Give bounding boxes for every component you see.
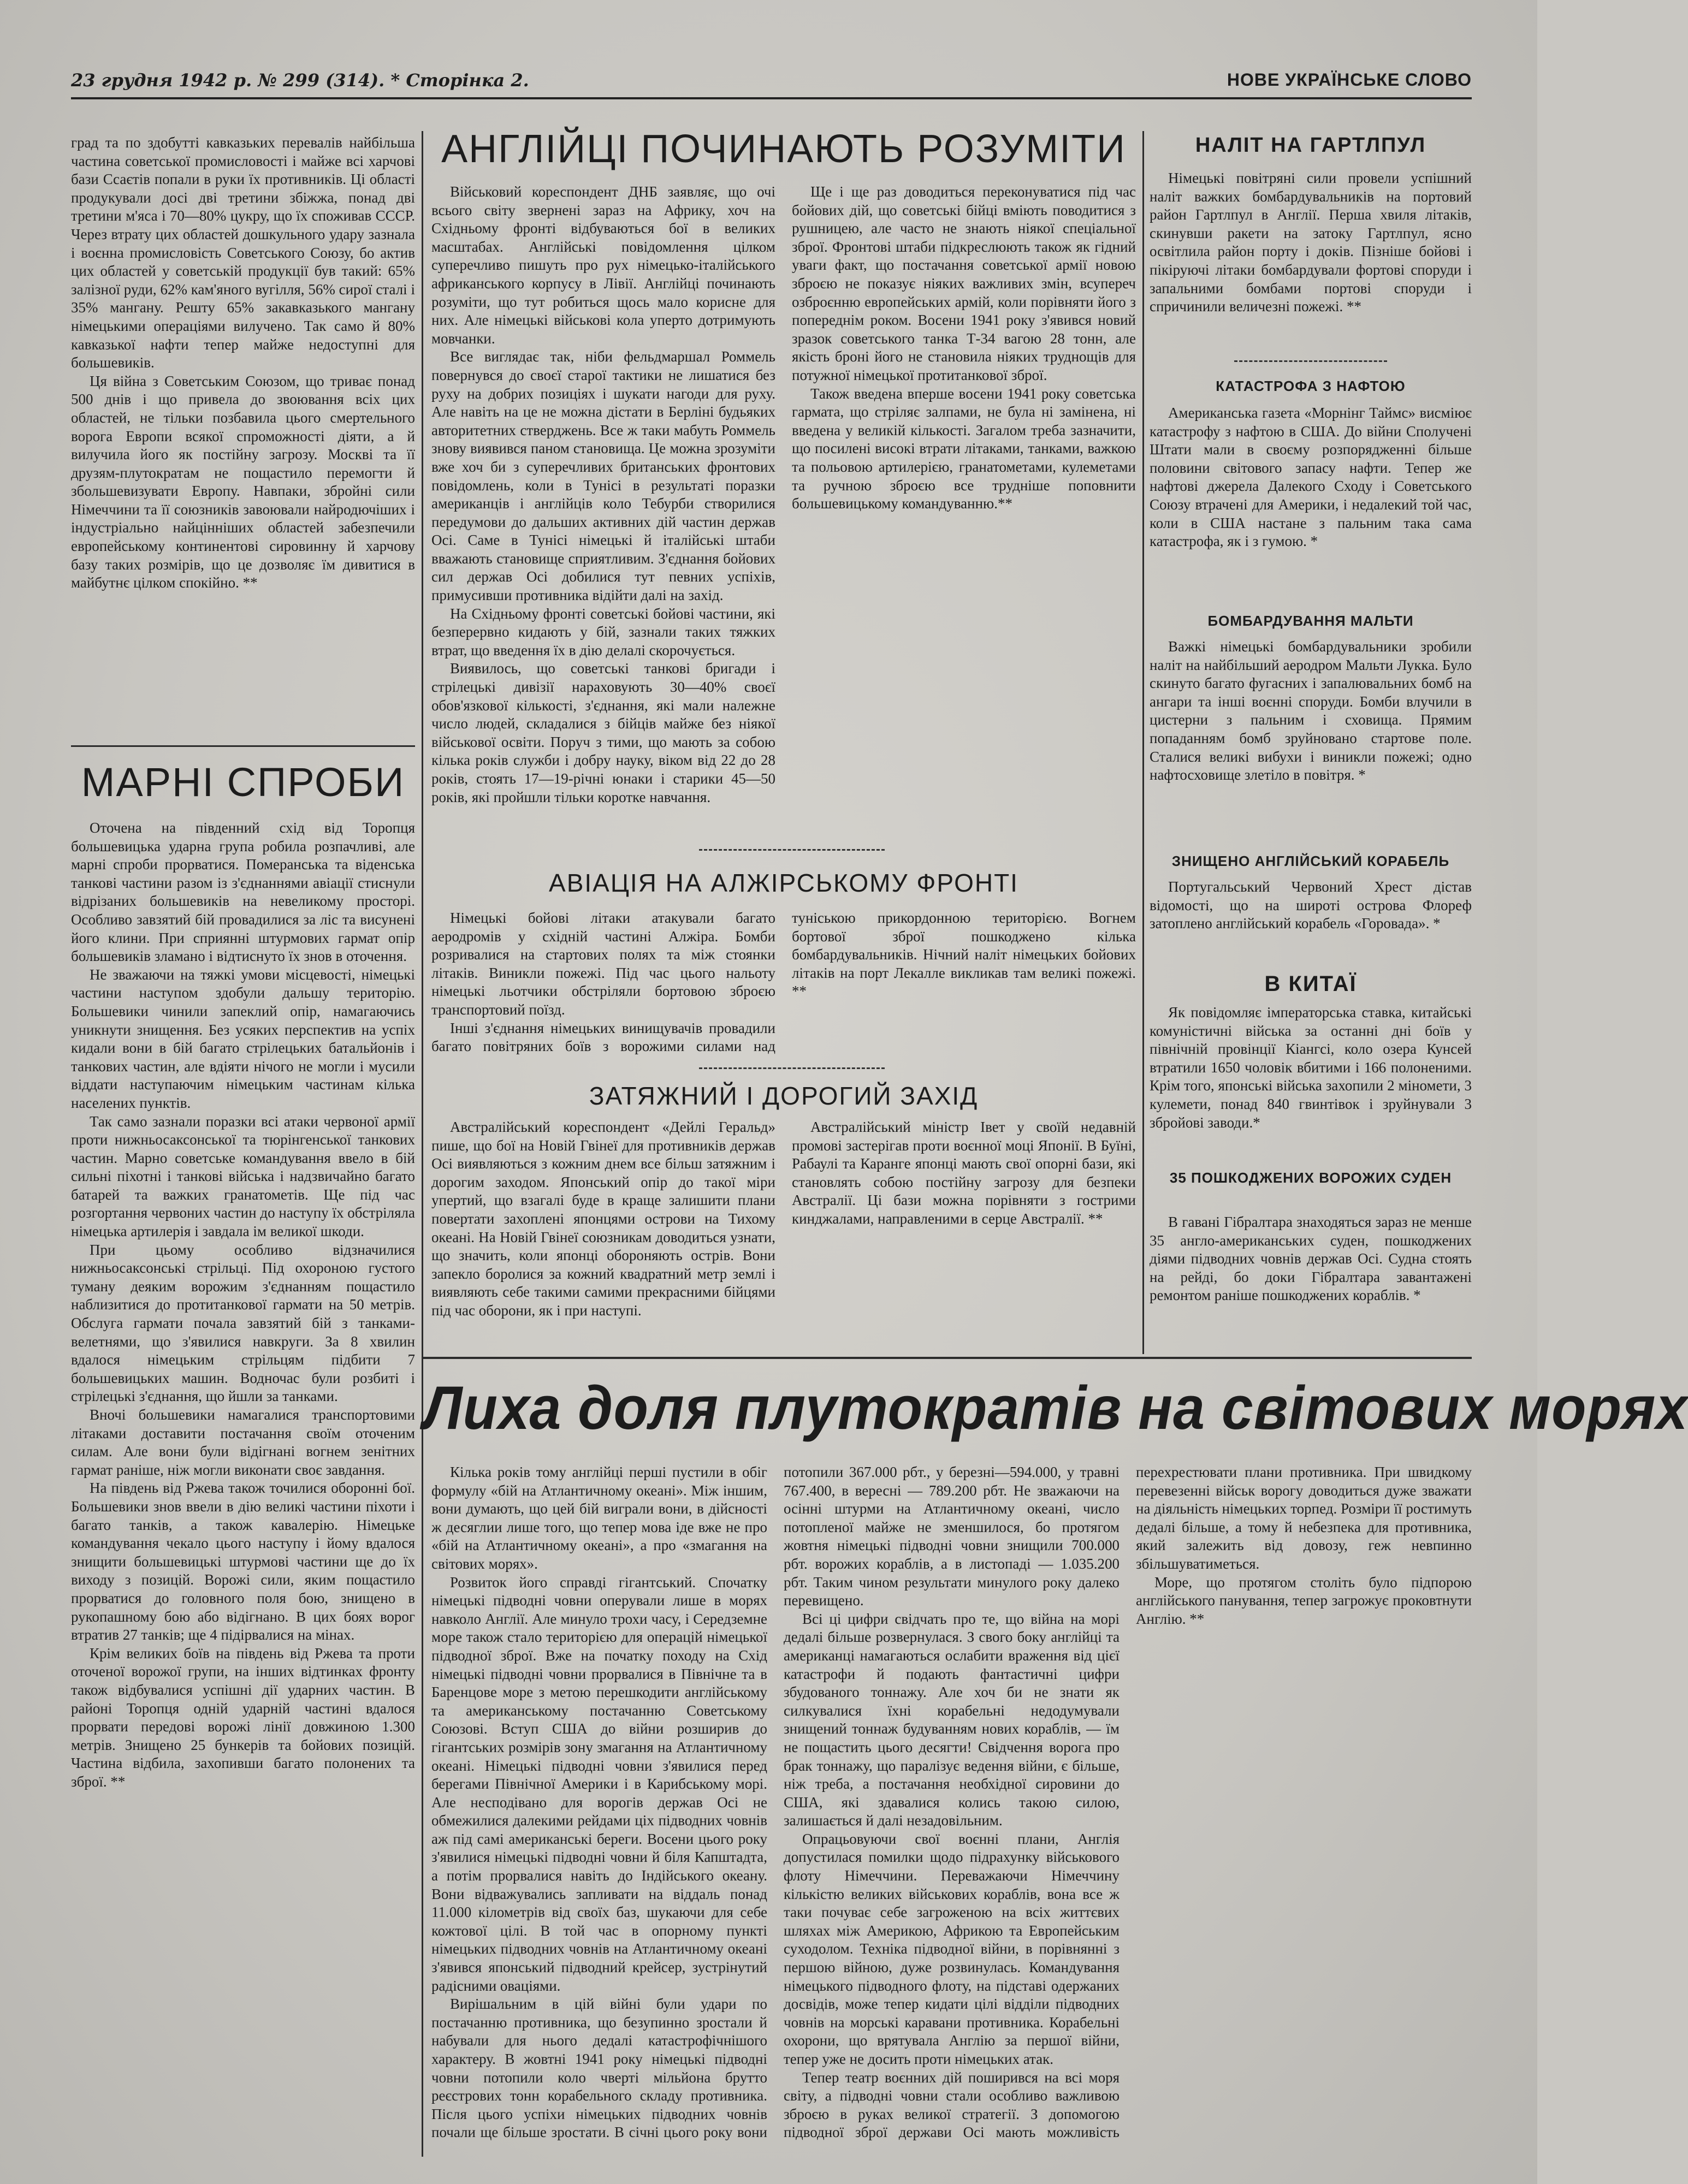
- article-title-korabel: ЗНИЩЕНО АНГЛІЙСЬКИЙ КОРАБЕЛЬ: [1171, 853, 1450, 869]
- divider: [71, 745, 415, 747]
- article-bombarduvannia: [1150, 638, 1472, 845]
- paragraph: Тепер театр воєнних дій поширився на всі моря світу, а підводні човни стали особливо важливою зброєю в руках великої стратегії. З допомогою підводної зброї держави Осі мають можливість перехрестювати плани противника. При швидкому перевезенні військ ворогу доводиться дуже зважати на діяльність німецьких торпед. Розміри її ростимуть дедалі більше, а тому й небезпека для противника, який залежить від довозу, геж невпинно збільшуватиметься.: [784, 1464, 1472, 2141]
- divider: [423, 1357, 1472, 1359]
- divider: [1234, 360, 1387, 362]
- paragraph: Важкі німецькі бомбардувальники зробили наліт на найбільший аеродром Мальти Лукка. Було скинуто багато фугасних і запалювальних бомб на ангари та інші воєнні споруди. Бомби влучили в цистерни з пальним і сховища. Прямим попаданням бомб зруйновано стартове поле. Сталися великі вибухи і виникли пожежі; одно нафтосховище злетіло в повітря. *: [1150, 638, 1472, 784]
- paragraph: Все виглядає так, ніби фельдмаршал Роммель повернувся до своєї старої тактики не лишатися без руху на добрих позиціях і шукати нагоди для руху. Але навіть на це не можна дістати в Берліні будьяких авторитетних стверджень. Все ж таки мабуть Роммель знову виявився паном становища. Це можна зрозуміти вже хоч би з суперечливих британських фронтових повідомлень, коли в Тунісі в результаті поразки американців і англійців коло Тебурби створилися передумови до дальших активних дій частин держав Осі. Саме в Тунісі німецькі й італійські штаби вважають становище сприятливим. З'єднання бойових сил держав Осі добилися тут певних успіхів, примусивши противника відійти далі на захід.: [431, 348, 775, 604]
- paragraph: Австралійський кореспондент «Дейлі Геральд» пише, що бої на Новій Гвінеї для противників держав Осі виявляються з кожним днем все більш затяжним і дорогим заходом. Японський опір до такої міри упертий, що взагалі буде в краще залишити плани повертати захоплені японцями острови на Тихому океані. На Новій Гвінеї союзникам доводиться узнати, що значить, коли японці обороняють острів. Вони запекло боролися за кожний квадратний метр землі і виявляють себе такими самими прекрасними бійцями під час оборони, як і при наступі.: [431, 1119, 775, 1319]
- article-title-nalit: НАЛІТ НА ГАРТЛПУЛ: [1195, 134, 1426, 157]
- paragraph: На південь від Ржева також точилися оборонні бої. Большевики знов ввели в дію великі частини піхоти і багато танків, а також кавалерію. Німецьке командування чекало цього наступу і йому вдалося знищити большевицькі штурмові частини ще до їх виходу з позицій. Ворожі сили, яким пощастило прорватися до головного поля бою, знищено в рукопашному бою або відігнано. В цих боях ворог втратив 27 танків; ще 4 підірвалися на мінах.: [71, 1480, 415, 1643]
- paragraph: Всі ці цифри свідчать про те, що війна на морі дедалі більше розвернулася. З свого боку англійці та американці намагаються ослабити враження від цієї катастрофи й подають фантастичні цифри збудованого тоннажу. Але хоч би не знати як силкувалися їхні корабельні недодумували знищений тоннаж будуванням нових кораблів, — їм не пощастить цього десягти! Свідчення ворога про брак тоннажу, що паралізує ведення війни, є більше, ніж треба, а постачання необхідної сировини до США, які здавалися колись такою силою, залишається й далі незадовільним.: [784, 1610, 1120, 1829]
- paragraph: Оточена на південний схід від Торопця большевицька ударна група робила розпачливі, але марні спроби прорватися. Померанська та віденська танкові частини разом із з'єднаннями авіації стиснули відрізаних большевиків на невеликому просторі. Особливо завзятий бій провадилися за ліс та висунені його клини. При сприянні штурмових гармат опір большевиків зламано і відтиснуто їх знов в оточення.: [71, 820, 415, 965]
- paragraph: Виявилось, що советські танкові бригади і стрілецькі дивізії нараховують 30—40% своєї обов'язкової кількості, з'єднання, які мали належне число людей, складалися з бійців майже без ніякої військової освіти. Поруч з тими, що мають за собою кілька років служби і добру науку, віком від 22 до 28 років, стоять 17—19-річні юнаки і старики 45—50 років, які пройшли тільки коротке навчання.: [431, 660, 775, 805]
- paragraph: При цьому особливо відзначилися нижньосаксонські стрільці. Під охороною густого туману деяким ворожим з'єднанням пощастило наблизитися до протитанкової гармати на 50 метрів. Обслуга гармати почала завзятий бій з танками-велетнями, що з'явилися навкруги. За 8 хвилин вдалося німецьким стрільцям підбити 7 большевицьких машин. Водночас були розбиті і стрілецькі з'єднання, що йшли за танками.: [71, 1241, 415, 1405]
- paragraph: Ще і ще раз доводиться переконуватися під час бойових дій, що советські бійці вміють поводитися з рушницею, але часто не знають ніякої спеціальної зброї. Фронтові штаби підкреслюють також як гідний уваги факт, що постачання советської армії новою зброєю не показує ніяких важливих змін, всупереч озброєнню европейських армій, коли порівняти його з попереднім роком. Восени 1941 року з'явився новий зразок советського танка Т-34 вагою 28 тонн, але якість броні його не становила ніяких труднощів для потужної німецької протитанкової зброї.: [792, 183, 1136, 383]
- divider: [699, 1067, 885, 1069]
- paragraph: Ця війна з Советським Союзом, що триває понад 500 днів і що привела до звоювання всіх цих областей, не тільки позбавила цього смертельного ворога Европи всякої спроможності діяти, а й вилучила його як постійну загрозу. Москві та її друзям-плутократам не пощастило перемогти й збольшевизувати Европу. Навпаки, збройні сили Німеччини та її союзників завоювали найродючіших і індустріально найцінніших областей забезпечили европейському континентові сировинну й харчову базу таких розмірів, що це дозволяє їм дивитися в майбутнє цілком спокійно. **: [71, 372, 415, 591]
- article-zakhid: [431, 1118, 1136, 1348]
- lead-article-continuation: [71, 134, 415, 740]
- paragraph: Розвиток його справді гігантський. Спочатку німецькі підводні човни оперували лише в морях навколо Англії. Але минуло трохи часу, і Середземне море також стало територією для операцій німецької підводної зброї. Вже на початку походу на Схід німецькі підводні човни прорвалися в Північне та в Баренцове море з метою перешкодити англійському та американському постачанню Советському Союзові. Вступ США до війни розширив до гігантських розмірів зону змагання на Атлантичному океані. Німецькі підводні човни з'явилися перед берегами Північної Америки і в Карибському морі. Але несподівано для ворогів держав Осі не обмежилися далекими рейдами ціх підводних човнів аж під самі американські береги. Восени цього року з'явилися німецькі підводні човни й біля Капштадта, а потім прорвалися навіть до Індійського океану. Вони відважувались запливати на віддаль понад 11.000 кілометрів від своїх баз, шукаючи для себе кожтової цілі. В той час в опорному пункті німецьких підводних човнів на Атлантичному океані з'явився японський підводний крейсер, зустрінутий радісними оваціями.: [431, 1574, 767, 1994]
- article-title-kytai: В КИТАЇ: [1264, 972, 1357, 996]
- article-title-bombarduvannia: БОМБАРДУВАННЯ МАЛЬТИ: [1207, 613, 1414, 629]
- article-marni-sproby: [71, 819, 415, 2151]
- paragraph: Крім великих боїв на південь від Ржева та проти оточеної ворожої групи, на інших відтинках фронту також відбувалися успішні дії ударних частин. В районі Торопця одній ударній частині вдалося прорвати передові ворожі лінії довжиною 1.300 метрів. Знищено 25 бункерів та бойових позицій. Частина відбила, захопивши багато полонених та зброї. **: [71, 1645, 415, 1790]
- paragraph: Вирішальним в цій війні були удари по постачанню противника, що безупинно зростали й набували для нього дедалі катастрофічнішого характеру. В жовтні 1941 року німецькі підводні човни потопили коло чверті мільйона брутто реєстрових тонн корабельного складу противника. Після цього успіхи німецьких підводних човнів почали ще більше зростати. В січні цього року вони потопили 367.000 рбт., у березні—594.000, у травні 767.400, в вересні — 789.200 рбт. Не зважаючи на осінні штурми на Атлантичному океані, число потопленої майже не зменшилося, бо протягом жовтня німецькі підводні човни знищили 700.000 рбт. ворожих кораблів, а в листопаді — 1.035.200 рбт. Таким чином результати минулого року далеко перевищено.: [431, 1464, 1120, 2141]
- article-aviatsiia: [431, 909, 1136, 1057]
- article-title-katastrofa: КАТАСТРОФА З НАФТОЮ: [1216, 378, 1406, 394]
- article-katastrofa: [1150, 404, 1472, 595]
- paragraph: Військовий кореспондент ДНБ заявляє, що очі всього світу звернені зараз на Африку, хоч на Східньому фронті відбуваються бої в великих масштабах. Англійські повідомлення цілком суперечливо пишуть про рух німецько-італійського африканського корпусу в Лівії. Англійці починають розуміти, що тут робиться щось мало корисне для них. Але німецькі військові кола уперто дотримують мовчанки.: [431, 183, 775, 347]
- article-title-lykha-dolia: Лиха доля плутократів на світових морях: [423, 1374, 1688, 1443]
- paragraph: Опрацьовуючи свої воєнні плани, Англія допустилася помилки щодо підрахунку військового флоту Німеччини. Переважаючи Німеччину кількістю великих військових кораблів, вона все ж таки почуває себе загроженою на всіх життєвих шляхах між Америкою, Африкою та Европейським суходолом. Техніка підводної війни, в порівнянні з першою війною, дуже розвинулась. Командування німецького підводного флоту, на підставі одержаних досвідів, може тепер кидати цілі відділи підводних човнів на морські каравани противника. Корабельні охорони, що врятувала Англію за першої війни, тепер уже не досить проти німецьких атак.: [784, 1830, 1120, 2067]
- column-rule: [422, 131, 423, 2157]
- article-korabel: [1150, 878, 1472, 960]
- paragraph: Австралійський міністр Івет у своїй недавній промові застерігав проти воєнної моці Японії. В Буїні, Рабаулі та Каранге японці мають свої опорні бази, які становлять собою постійну загрозу для безпеки Австралії. Ці бази можна порівняти з гострими кинджалами, направленими в серце Австралії. **: [792, 1119, 1136, 1227]
- column-rule: [1142, 131, 1144, 1354]
- paragraph: Кілька років тому англійці перші пустили в обіг формулу «бій на Атлантичному океані». Між іншим, вони думають, що цей бій виграли вони, в дійсності ж десяглии лише того, що тепер мова іде вже не про «бій на Атлантичному океані», а про «змагання на світових морях».: [431, 1464, 767, 1572]
- article-sudny: [1150, 1213, 1472, 1344]
- article-title-zakhid: ЗАТЯЖНИЙ І ДОРОГИЙ ЗАХІД: [589, 1082, 979, 1110]
- paragraph: Німецькі бойові літаки атакували багато аеродромів у східній частині Алжіра. Бомби розривалися на стартових полях та між стоянки літаків. Виникли пожежі. Під час цього нальоту німецькі льотчики обстріляли бортовою зброєю транспортовий поїзд.: [431, 910, 775, 1018]
- paragraph: Не зважаючи на тяжкі умови місцевості, німецькі частини наступом здобули дальшу територію. Большевики чинили запеклий опір, намагаючись уникнути знищення. Без усяких перспектив на успіх кидали вони в бій багато стрілецьких батальйонів і танкових частин, але вдіяти нічого не могли і мусили віддати наступаючим німецьким частинам кілька населених пунктів.: [71, 966, 415, 1111]
- article-title-marni-sproby: МАРНІ СПРОБИ: [81, 759, 405, 805]
- divider: [699, 849, 885, 851]
- article-title-sudny: 35 ПОШКОДЖЕНИХ ВОРОЖИХ СУДЕН: [1169, 1170, 1452, 1186]
- article-nalit: [1150, 169, 1472, 352]
- article-title-aviatsiia: АВІАЦІЯ НА АЛЖІРСЬКОМУ ФРОНТІ: [549, 869, 1018, 897]
- article-lykha-dolia: [431, 1463, 1472, 2157]
- issue-date-line: 23 грудня 1942 р. № 299 (314). * Сторінка 2.: [71, 70, 529, 91]
- paragraph: Американська газета «Морнінг Таймс» висміює катастрофу з нафтою в США. До війни Сполучені Штати мали в своєму розпорядженні більше половини світового запасу нафти. Тепер же нафтові джерела Далекого Сходу і Советського Союзу втрачені для Америки, і недалекий той час, коли в США настане з пальним така сама катастрофа, як і з гумою. *: [1150, 405, 1472, 550]
- paragraph: Португальський Червоний Хрест дістав відомості, що на широті острова Флореф затоплено англійський корабель «Горовада». *: [1150, 879, 1472, 932]
- article-angliytsi: [431, 183, 1136, 833]
- article-kytai: [1150, 1004, 1472, 1146]
- paragraph: Німецькі повітряні сили провели успішний наліт важких бомбардувальників на портовий район Гартлпул в Англії. Перша хвиля літаків, скинувши ракети на затоку Гартлпул, ясно освітлила район порту і доків. Пізніше бойові і пікіруючі літаки бомбардували фортові споруди і запальними бомбами портові споруди і спричинили величезні пожежі. **: [1150, 170, 1472, 315]
- article-title-angliytsi: АНГЛІЙЦІ ПОЧИНАЮТЬ РОЗУМІТИ: [441, 127, 1126, 171]
- paragraph: В гавані Гібралтара знаходяться зараз не менше 35 англо-американських суден, пошкоджених діями підводних човнів держав Осі. Судна стоять на рейді, бо доки Гібралтара завантажені ремонтом раніше пошкоджених кораблів. *: [1150, 1214, 1472, 1304]
- paragraph: град та по здобутті кавказьких перевалів найбільша частина советської промисловості і майже всі харчові бази Ссаєтів попали в руки їх противників. Ці області продукували досі дві третини збіжжа, понад дві третини м'яса і 70—80% цукру, що їх споживав СССР. Через втрату цих областей дошкульного удару зазнала і воєнна промисловість Советського Союзу, бо актив цих областей у советській продукції був такий: 65% залізної руди, 62% кам'яного вугілля, 56% сирої сталі і 35% мангану. Решту 65% закавказького мангану німецькими операціями вилучено. Так само й 80% кавказької нафти тепер майже недоступні для большевиків.: [71, 134, 415, 371]
- paragraph: Інші з'єднання німецьких винищувачів провадили багато повітряних боїв з ворожими силами над туніською прикордонною територією. Вогнем бортової зброї пошкоджено кілька бомбардувальників. Нічний наліт німецьких бойових літаків на порт Лекалле викликав там великі пожежі. **: [431, 910, 1136, 1055]
- newspaper-name: НОВЕ УКРАЇНСЬКЕ СЛОВО: [1227, 70, 1472, 90]
- paragraph: Вночі большевики намагалися транспортовими літаками доставити постачання своїм оточеним силам. Але вони були відігнані вогнем зенітних гармат раніше, ніж могли виконати своє завдання.: [71, 1406, 415, 1478]
- paragraph: Море, що протягом століть було підпорою англійського панування, тепер загрожує проковтнути Англію. **: [1136, 1574, 1472, 1627]
- masthead: [71, 70, 1472, 99]
- paragraph: Як повідомляє імператорська ставка, китайські комуністичні війська за останні дні боїв у північній провінції Кіангсі, коло озера Кунсей втратили 1650 чоловік вбитими і 166 полоненими. Крім того, японські війська захопили 2 міномети, 3 кулемети, понад 840 гвинтівок і зруйнували 3 збройові заводи.*: [1150, 1004, 1472, 1131]
- paragraph: Також введена вперше восени 1941 року советська гармата, що стріляє залпами, не була ні замінена, ні введена у великій кількості. Загалом треба зазначити, що посилені високі втрати літаками, танками, важкою та польовою артилерією, гранатометами, кулеметами та ручною зброєю все трудніше поповнити большевицькому командуванню.**: [792, 385, 1136, 512]
- paragraph: Так само зазнали поразки всі атаки червоної армії проти нижньосаксонської та тюрінгенської танкових частин. Марно советське командування ввело в бій сильні піхотні і танкові війська і надзвичайно багато батарей та важких гранатометів. Ще під час розгортання червоних частин до наступу їх обстріляла німецька артилерія і завдала ім великої шкоди.: [71, 1113, 415, 1240]
- paragraph: На Східньому фронті советські бойові частини, які безперервно кидають у бій, зазнали таких тяжких втрат, що введення їх в дію делалі скорочується.: [431, 605, 775, 658]
